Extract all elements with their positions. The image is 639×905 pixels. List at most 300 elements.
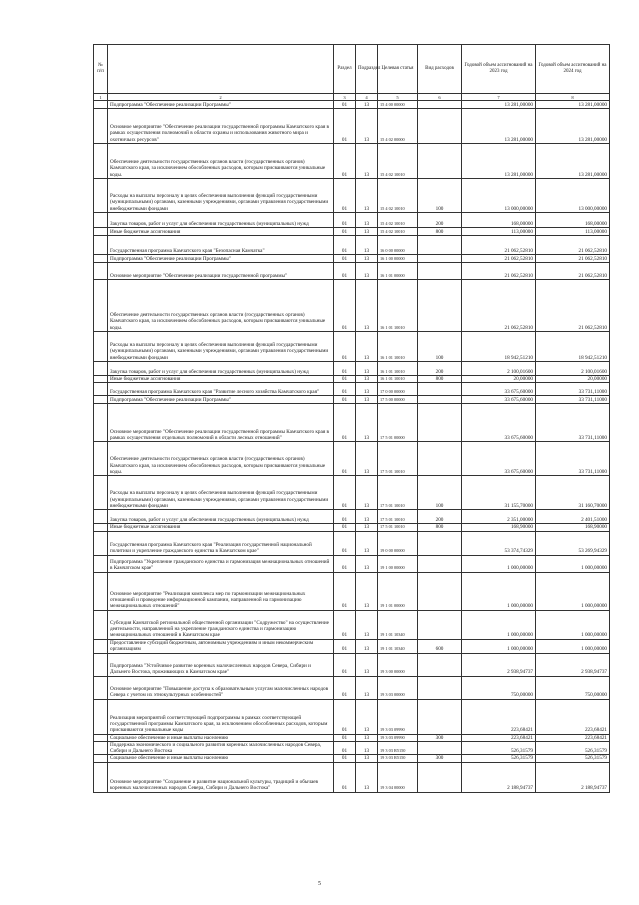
row-section: 01 [334,263,356,280]
column-number: 8 [536,94,610,101]
table-row [94,383,610,396]
row-section: 01 [334,572,356,610]
row-amount-2023: 1 000,00000 [462,610,536,639]
row-subsection: 13 [356,476,378,510]
row-number [94,476,108,510]
row-number [94,741,108,755]
table-row [94,263,610,280]
row-subsection: 13 [356,396,378,404]
column-number: 2 [108,94,334,101]
row-section: 01 [334,639,356,653]
row-number [94,396,108,404]
row-subsection: 13 [356,236,378,255]
header-subsection: Подраздел [356,45,378,94]
row-name: Обеспечение деятельности государственных органов власти (государственных органов) Камчатского края, за исключением обособленных расходов, которым присваиваются уникальные коды. [108,280,334,332]
row-name: Социальное обеспечение и иные выплаты населению [108,755,334,762]
row-name: Подпрограмма "Обеспечение реализации Программы" [108,255,334,263]
row-amount-2023: 1 000,00000 [462,555,536,572]
row-number [94,762,108,792]
header-year-2023: Годовой объем ассигнований на 2023 год [462,45,536,94]
row-expense-type [418,255,462,263]
row-expense-type: 300 [418,734,462,741]
row-article: 19 3 03 R5150 [378,755,418,762]
row-article: 17 5 01 00000 [378,404,418,442]
row-name: Государственная программа Камчатского края "Безопасная Камчатка" [108,236,334,255]
row-expense-type: 600 [418,639,462,653]
row-section: 01 [334,213,356,228]
row-section: 01 [334,734,356,741]
row-section: 01 [334,524,356,531]
row-amount-2023: 21 062,52810 [462,236,536,255]
row-expense-type [418,531,462,555]
row-amount-2023: 168,90000 [462,524,536,531]
row-article: 15 4 02 10010 [378,179,418,213]
row-number [94,101,108,109]
row-expense-type [418,610,462,639]
row-section: 01 [334,236,356,255]
row-expense-type: 200 [418,510,462,524]
row-article: 19 1 01 10340 [378,610,418,639]
row-amount-2023: 21 062,52810 [462,263,536,280]
row-subsection: 13 [356,213,378,228]
row-name: Подпрограмма "Укрепление гражданского единства и гармонизация межнациональных отношений в Камчатском крае" [108,555,334,572]
row-article: 16 1 00 00000 [378,255,418,263]
row-amount-2024: 33 731,11000 [536,383,610,396]
row-subsection: 13 [356,109,378,144]
table-row [94,255,610,263]
row-subsection: 13 [356,144,378,179]
row-article: 19 1 01 00000 [378,572,418,610]
table-row [94,332,610,362]
row-expense-type [418,404,462,442]
row-amount-2024: 13 281,00000 [536,101,610,109]
row-amount-2023: 33 675,60000 [462,383,536,396]
budget-table [93,44,610,793]
row-section: 01 [334,610,356,639]
row-subsection: 13 [356,610,378,639]
row-section: 01 [334,383,356,396]
row-number [94,404,108,442]
row-number [94,699,108,734]
row-subsection: 13 [356,531,378,555]
row-section: 01 [334,741,356,755]
row-number [94,653,108,676]
header-expense-type: Вид расходов [418,45,462,94]
row-number [94,755,108,762]
row-amount-2024: 21 062,52810 [536,255,610,263]
row-subsection: 13 [356,280,378,332]
row-expense-type [418,555,462,572]
row-section: 01 [334,476,356,510]
row-name: Социальное обеспечение и иные выплаты населению [108,734,334,741]
row-name: Иные бюджетные ассигнования [108,524,334,531]
row-subsection: 13 [356,362,378,376]
row-amount-2023: 13 281,00000 [462,101,536,109]
row-section: 01 [334,255,356,263]
row-article: 19 3 03 00000 [378,676,418,699]
row-expense-type [418,396,462,404]
row-expense-type [418,144,462,179]
row-name: Основное мероприятие "Сохранение и развитие национальной культуры, традиций и обычаев коренных малочисленных народов Севера, Сибири и Дальнего Востока" [108,762,334,792]
row-subsection: 13 [356,555,378,572]
table-row [94,762,610,792]
row-number [94,734,108,741]
table-row [94,442,610,476]
row-section: 01 [334,755,356,762]
column-number: 5 [378,94,418,101]
row-name: Предоставление субсидий бюджетным, автономным учреждениям и иным некоммерческим организациям [108,639,334,653]
row-number [94,555,108,572]
row-subsection: 13 [356,762,378,792]
row-expense-type: 100 [418,332,462,362]
row-number [94,572,108,610]
row-amount-2023: 750,00000 [462,676,536,699]
row-article: 16 1 01 10010 [378,332,418,362]
row-number [94,610,108,639]
row-article: 19 1 00 00000 [378,555,418,572]
row-number [94,376,108,383]
row-amount-2024: 13 000,00000 [536,179,610,213]
row-article: 16 1 01 00000 [378,263,418,280]
row-amount-2023: 53 374,74329 [462,531,536,555]
row-amount-2023: 20,00000 [462,376,536,383]
row-expense-type [418,676,462,699]
row-article: 15 4 02 00000 [378,109,418,144]
row-name: Подпрограмма "Обеспечение реализации Программы" [108,396,334,404]
row-subsection: 13 [356,263,378,280]
row-expense-type [418,280,462,332]
row-section: 01 [334,396,356,404]
row-number [94,228,108,236]
row-subsection: 13 [356,755,378,762]
row-name: Обеспечение деятельности государственных органов власти (государственных органов) Камчатского края, за исключением обособленных расходов, которым присваиваются уникальные коды. [108,144,334,179]
row-expense-type: 300 [418,755,462,762]
row-subsection: 13 [356,179,378,213]
header-name [108,45,334,94]
row-subsection: 13 [356,510,378,524]
row-number [94,383,108,396]
row-subsection: 13 [356,255,378,263]
row-amount-2024: 31 160,70000 [536,476,610,510]
row-amount-2024: 21 062,52810 [536,280,610,332]
row-amount-2023: 2 351,00000 [462,510,536,524]
row-number [94,510,108,524]
table-row [94,228,610,236]
row-amount-2023: 13 281,00000 [462,144,536,179]
row-amount-2024: 18 942,51210 [536,332,610,362]
table-row [94,280,610,332]
row-name: Расходы на выплаты персоналу в целях обеспечения выполнения функций государственными (муниципальными) органами, казенными учреждениями, органами управления государственными внебюджетными фондами [108,179,334,213]
row-expense-type: 100 [418,476,462,510]
row-section: 01 [334,555,356,572]
row-amount-2023: 33 675,60000 [462,442,536,476]
table-row [94,653,610,676]
budget-sheet [93,44,609,793]
row-section: 01 [334,510,356,524]
table-row [94,376,610,383]
row-amount-2024: 2 100,01600 [536,362,610,376]
row-article: 15 4 00 00000 [378,101,418,109]
row-amount-2024: 113,00000 [536,228,610,236]
column-number: 1 [94,94,108,101]
row-article: 19 3 00 00000 [378,653,418,676]
table-row [94,639,610,653]
row-name: Иные бюджетные ассигнования [108,376,334,383]
row-article: 19 3 03 09990 [378,734,418,741]
table-row [94,510,610,524]
row-section: 01 [334,362,356,376]
row-subsection: 13 [356,332,378,362]
row-amount-2023: 223,68421 [462,734,536,741]
row-number [94,109,108,144]
row-section: 01 [334,109,356,144]
row-subsection: 13 [356,376,378,383]
row-amount-2024: 1 000,00000 [536,610,610,639]
row-section: 01 [334,179,356,213]
table-row [94,676,610,699]
row-amount-2024: 33 731,11000 [536,404,610,442]
row-name: Основное мероприятие "Повышение доступа к образовательным услугам малочисленных народов Севера с учетом их этнокультурных особенностей" [108,676,334,699]
row-expense-type [418,263,462,280]
row-amount-2023: 526,31579 [462,755,536,762]
table-row [94,179,610,213]
row-amount-2023: 2 938,94737 [462,653,536,676]
row-section: 01 [334,676,356,699]
row-name: Подпрограмма "Устойчивое развитие коренных малочисленных народов Севера, Сибири и Дальнего Востока, проживающих в Камчатском крае" [108,653,334,676]
row-number [94,179,108,213]
header-num: № п/п [94,45,108,94]
table-row [94,144,610,179]
row-amount-2024: 526,31579 [536,741,610,755]
row-expense-type: 800 [418,376,462,383]
row-name: Государственная программа Камчатского края "Развитие лесного хозяйства Камчатского края" [108,383,334,396]
header-year-2024: Годовой объем ассигнований на 2024 год [536,45,610,94]
row-amount-2024: 2 938,94737 [536,653,610,676]
row-name: Иные бюджетные ассигнования [108,228,334,236]
row-amount-2023: 113,00000 [462,228,536,236]
row-amount-2023: 2 100,01600 [462,362,536,376]
row-amount-2024: 223,68421 [536,699,610,734]
row-name: Основное мероприятие "Обеспечение реализации государственной программы Камчатского края в рамках осуществления отдельных полномочий в области лесных отношений" [108,404,334,442]
row-article: 19 3 03 09990 [378,699,418,734]
table-row [94,555,610,572]
page-number: 5 [318,881,321,887]
row-amount-2024: 168,90000 [536,524,610,531]
row-amount-2024: 2 188,94737 [536,762,610,792]
row-subsection: 13 [356,741,378,755]
table-row [94,213,610,228]
row-name: Обеспечение деятельности государственных органов власти (государственных органов) Камчатского края, за исключением обособленных расходов, которым присваиваются уникальные коды. [108,442,334,476]
row-amount-2023: 2 188,94737 [462,762,536,792]
row-number [94,144,108,179]
column-number: 4 [356,94,378,101]
row-expense-type [418,101,462,109]
row-section: 01 [334,144,356,179]
table-row [94,531,610,555]
header-section: Раздел [334,45,356,94]
table-row [94,236,610,255]
row-article: 19 3 03 R5150 [378,741,418,755]
row-number [94,362,108,376]
row-article: 19 3 04 00000 [378,762,418,792]
row-amount-2024: 750,00000 [536,676,610,699]
row-number [94,255,108,263]
row-article: 17 5 01 10010 [378,524,418,531]
row-expense-type [418,383,462,396]
row-expense-type: 200 [418,213,462,228]
row-subsection: 13 [356,404,378,442]
row-name: Субсидия Камчатской региональной общественной организации "Содружество" на осуществление деятельности, направленной на укрепление гражданского единства и гармонизацию межнациональных отношений в Камчатском крае [108,610,334,639]
row-subsection: 13 [356,442,378,476]
row-name: Реализация мероприятий соответствующей подпрограммы в рамках соответствующей государственной программы Камчатского края, за исключением обособленных расходов, которым присваиваются уникальные коды [108,699,334,734]
row-amount-2023: 21 062,52810 [462,280,536,332]
row-expense-type [418,236,462,255]
row-section: 01 [334,762,356,792]
row-expense-type [418,109,462,144]
row-number [94,280,108,332]
row-section: 01 [334,699,356,734]
row-article: 17 5 00 00000 [378,396,418,404]
row-number [94,263,108,280]
row-expense-type [418,653,462,676]
row-name: Расходы на выплаты персоналу в целях обеспечения выполнения функций государственными (муниципальными) органами, казенными учреждениями, органами управления государственными внебюджетными фондами [108,476,334,510]
table-row [94,362,610,376]
row-expense-type [418,741,462,755]
row-subsection: 13 [356,101,378,109]
row-article: 19 1 01 10340 [378,639,418,653]
row-expense-type [418,572,462,610]
column-number-row [94,94,610,101]
row-subsection: 13 [356,383,378,396]
row-section: 01 [334,531,356,555]
row-amount-2024: 13 281,00000 [536,109,610,144]
row-expense-type [418,442,462,476]
row-amount-2024: 21 062,52810 [536,236,610,255]
row-amount-2024: 526,31579 [536,755,610,762]
row-section: 01 [334,332,356,362]
row-article: 15 4 02 10010 [378,144,418,179]
row-number [94,213,108,228]
row-article: 17 5 01 10010 [378,510,418,524]
row-name: Закупка товаров, работ и услуг для обеспечения государственных (муниципальных) нужд [108,213,334,228]
row-article: 16 1 01 10010 [378,376,418,383]
row-amount-2024: 20,00000 [536,376,610,383]
table-row [94,101,610,109]
row-section: 01 [334,101,356,109]
row-number [94,332,108,362]
row-amount-2024: 168,00000 [536,213,610,228]
row-number [94,236,108,255]
row-amount-2023: 13 000,00000 [462,179,536,213]
table-row [94,396,610,404]
row-subsection: 13 [356,524,378,531]
row-name: Государственная программа Камчатского края "Реализация государственной национальной политики и укрепление гражданского единства в Камчатском крае" [108,531,334,555]
row-number [94,442,108,476]
column-number: 3 [334,94,356,101]
row-section: 01 [334,280,356,332]
row-section: 01 [334,228,356,236]
column-number: 7 [462,94,536,101]
row-subsection: 13 [356,734,378,741]
row-amount-2024: 1 000,00000 [536,555,610,572]
row-subsection: 13 [356,639,378,653]
row-name: Поддержка экономического и социального развития коренных малочисленных народов Севера, Сибири и Дальнего Востока [108,741,334,755]
row-section: 01 [334,653,356,676]
row-article: 16 1 01 10010 [378,280,418,332]
row-name: Закупка товаров, работ и услуг для обеспечения государственных (муниципальных) нужд [108,510,334,524]
row-expense-type: 200 [418,362,462,376]
row-amount-2023: 13 281,00000 [462,109,536,144]
row-subsection: 13 [356,228,378,236]
table-row [94,734,610,741]
row-number [94,676,108,699]
row-number [94,524,108,531]
row-name: Основное мероприятие "Обеспечение реализации государственной программы" [108,263,334,280]
row-article: 17 5 01 10010 [378,442,418,476]
row-article: 16 0 00 00000 [378,236,418,255]
row-amount-2023: 526,31579 [462,741,536,755]
row-name: Закупка товаров, работ и услуг для обеспечения государственных (муниципальных) нужд [108,362,334,376]
row-subsection: 13 [356,653,378,676]
column-number: 6 [418,94,462,101]
row-amount-2024: 53 269,94329 [536,531,610,555]
row-expense-type: 800 [418,524,462,531]
row-article: 19 0 00 00000 [378,531,418,555]
row-expense-type: 100 [418,179,462,213]
row-expense-type: 800 [418,228,462,236]
table-row [94,699,610,734]
row-subsection: 13 [356,676,378,699]
row-section: 01 [334,404,356,442]
row-section: 01 [334,376,356,383]
row-number [94,531,108,555]
row-name: Расходы на выплаты персоналу в целях обеспечения выполнения функций государственными (муниципальными) органами, казенными учреждениями, органами управления государственными внебюджетными фондами [108,332,334,362]
row-amount-2023: 21 062,52810 [462,255,536,263]
header-article: Целевая статья [378,45,418,94]
table-row [94,741,610,755]
row-subsection: 13 [356,699,378,734]
row-amount-2023: 168,00000 [462,213,536,228]
table-header-row [94,45,610,94]
row-article: 15 4 02 10010 [378,228,418,236]
row-amount-2024: 1 000,00000 [536,572,610,610]
table-row [94,572,610,610]
table-row [94,404,610,442]
row-amount-2024: 33 731,11000 [536,396,610,404]
row-article: 16 1 01 10010 [378,362,418,376]
table-row [94,109,610,144]
row-amount-2024: 2 401,51000 [536,510,610,524]
row-subsection: 13 [356,572,378,610]
row-amount-2023: 18 942,51210 [462,332,536,362]
row-amount-2024: 1 000,00000 [536,639,610,653]
row-amount-2024: 223,68421 [536,734,610,741]
row-article: 15 4 02 10010 [378,213,418,228]
row-name: Подпрограмма "Обеспечение реализации Программы" [108,101,334,109]
row-number [94,639,108,653]
row-amount-2023: 1 000,00000 [462,572,536,610]
row-amount-2023: 33 675,60000 [462,396,536,404]
row-article: 17 5 01 10010 [378,476,418,510]
row-article: 17 0 00 00000 [378,383,418,396]
row-amount-2024: 33 731,11000 [536,442,610,476]
row-amount-2023: 31 155,70000 [462,476,536,510]
row-amount-2024: 21 062,52810 [536,263,610,280]
row-name: Основное мероприятие "Реализация комплекса мер по гармонизации межнациональных отношений и проведение информационной кампании, направленной на гармонизацию межнациональных отношений" [108,572,334,610]
row-section: 01 [334,442,356,476]
row-amount-2023: 33 675,60000 [462,404,536,442]
row-expense-type [418,762,462,792]
